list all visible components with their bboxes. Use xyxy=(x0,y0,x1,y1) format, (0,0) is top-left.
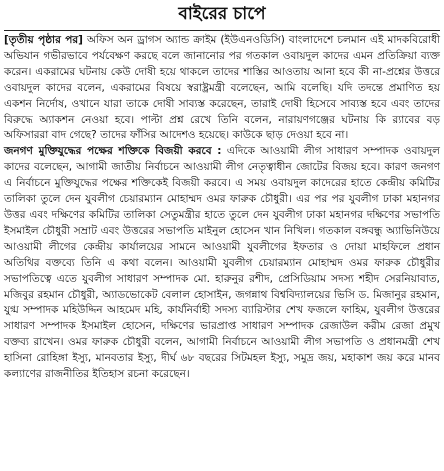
paragraph-2-text: এদিকে আওয়ামী লীগ সাধারণ সম্পাদক ওবায়দুল কাদের বলেছেন, আগামী জাতীয় নির্বাচনে আওয়ামী লীগ নেতৃত্বাধীন জোটের বিজয় হবে। কারণ জনগণ এ নির্বাচনে মুক্তিযুদ্ধের পক্ষের শক্তিকেই বিজয়ী করবে। এ সময় ওবায়দুল কাদেরের হাতে কেন্দ্রীয় কমিটির তালিকা তুলে দেন যুবলীগ চেয়ারম্যান মোহাম্মদ ওমর ফারুক চৌধুরী। এর পর পর যুবলীগ ঢাকা মহানগর উত্তর এবং দক্ষিণের কমিটির তালিকা সেতুমন্ত্রীর হাতে তুলে দেন যুবলীগ ঢাকা মহানগর দক্ষিণের সভাপতি ইসমাইল চৌধুরী সম্রাট এবং উত্তরের সভাপতি মাইনুল হোসেন খান নিখিল। গতকাল বঙ্গবন্ধু অ্যাভিনিউয়ে আওয়ামী লীগের কেন্দ্রীয় কার্যালয়ের সামনে আওয়ামী যুবলীগের ইফতার ও দোয়া মাহফিলে প্রধান অতিথির বক্তব্যে তিনি এ কথা বলেন। আওয়ামী যুবলীগ চেয়ারম্যান মোহাম্মদ ওমর ফারুক চৌধুরীর সভাপতিত্বে এতে যুবলীগ সাধারণ সম্পাদক মো. হারুনুর রশীদ, প্রেসিডিয়াম সদস্য শহীদ সেরনিয়াবাত, মজিবুর রহমান চৌধুরী, অ্যাডভোকেট বেলাল হোসাইন, জগন্নাথ বিশ্ববিদ্যালয়ের ভিসি ড. মিজানুর রহমান, যুগ্ম সম্পাদক মহিউদ্দিন আহমেদ মহি, কার্যনির্বাহী সদস্য ব্যারিস্টার শেখ ফজলে ফাহিম, যুবলীগ উত্তরের সাধারণ সম্পাদক ইসমাইল হোসেন, দক্ষিণের ভারপ্রাপ্ত সাধারণ সম্পাদক রেজাউল করীম রেজা প্রমুখ বক্তব্য রাখেন। ওমর ফারুক চৌধুরী বলেন, আগামী নির্বাচনে আওয়ামী লীগ সভাপতি ও প্রধানমন্ত্রী শেখ হাসিনা রোহিঙ্গা ইস্যু, মানবতার ইস্যু, দীর্ঘ ৬৮ বছরের সিটমহল ইস্যু, সমুদ্র জয়, মহাকাশ জয় করে মানব কল্যাণের রাজনীতির ইতিহাস রচনা করেছেন। xyxy=(4,145,441,381)
headline-divider xyxy=(4,30,440,31)
continuation-label: [তৃতীয় পৃষ্ঠার পর] xyxy=(4,34,83,46)
paragraph-2 xyxy=(4,144,440,383)
paragraph-1 xyxy=(4,33,440,144)
article-body xyxy=(4,33,440,383)
subheading: জনগণ মুক্তিযুদ্ধের পক্ষের শক্তিকে বিজয়ী করবে : xyxy=(4,145,222,158)
headline: বাইরের চাপে xyxy=(178,4,266,24)
paragraph-1-text: অফিস অন ড্রাগস অ্যান্ড ক্রাইম (ইউএনওডিসি) বাংলাদেশে চলমান এই মাদকবিরোধী অভিযান গভীরভাবে পর্যবেক্ষণ করছে বলে জানানোর পর গতকাল ওবায়দুল কাদের এমন প্রতিক্রিয়া ব্যক্ত করেন। একরামের ঘটনায় কেউ দোষী হয়ে থাকলে তাদের শাস্তির আওতায় আনা হবে কী না-প্রশ্নের উত্তরে ওবায়দুল কাদের বলেন, একরামের বিষয়ে স্বরাষ্ট্রমন্ত্রী বলেছেন, আমি বলেছি। যদি তদন্তে প্রমাণিত হয় একশন নির্দোষ, ওখানে যারা তাকে দোষী সাব্যস্ত করেছেন, তারাই দোষী হিসেবে সাব্যস্ত হবে এবং তাদের বিরুদ্ধে অ্যাকশন নেওয়া হবে। পাল্টা প্রশ্ন রেখে তিনি বলেন, নারায়ণগঞ্জের ঘটনায় কি র‌্যাবের বড় অফিসাররা বাদ গেছে? তাদের ফাঁসির আদেশও হয়েছে। কাউকে ছাড় দেওয়া হবে না। xyxy=(4,34,440,142)
